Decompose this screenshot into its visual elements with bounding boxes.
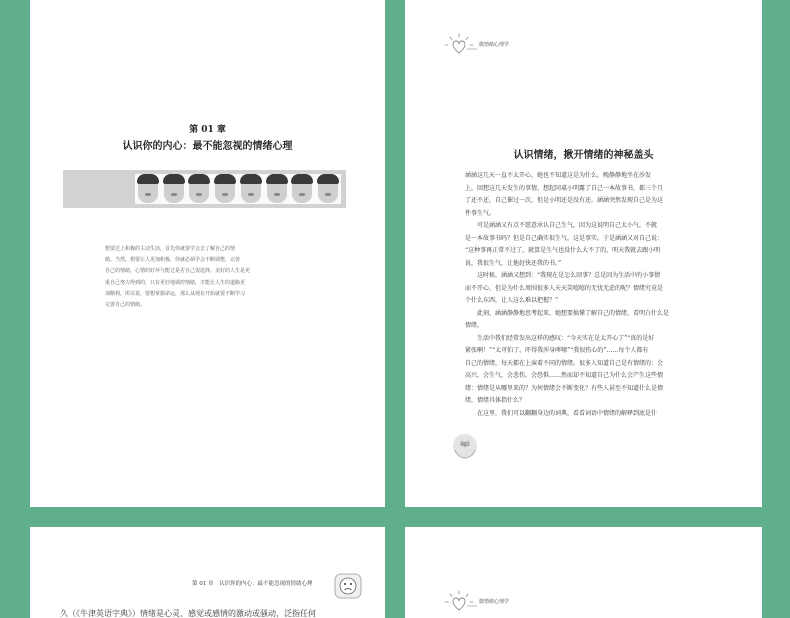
intro-line: 重自己努力得到的，只有更好地调控情绪，才能让人生的道路更 <box>105 279 246 286</box>
faces-photo <box>135 174 341 204</box>
chapter-intro <box>105 244 335 311</box>
body-text-page <box>405 0 762 507</box>
body-line: 绪，情绪具体指什么？ <box>465 397 526 404</box>
face-image <box>318 175 338 203</box>
text-fragment: 久（《牛津英语字典》）情绪是心灵、感觉或感情的激动或骚动，泛指任何 <box>60 609 316 618</box>
running-header <box>439 32 559 60</box>
section-title: 认识情绪，揪开情绪的神秘盖头 <box>513 150 654 161</box>
intro-line: 加顺利。所以说，要想掌握命运，那么从现在开始就要不断学习 <box>105 290 246 297</box>
next-right-page <box>405 527 762 618</box>
body-line: 了还不还，自己催过一次，但是小明还是没有还。涵涵突然发现自己是为这 <box>465 197 664 204</box>
running-header-title: 微情绪心理学 <box>479 42 510 48</box>
sun-heart-icon <box>439 32 479 60</box>
intro-line: 自己的情绪，心情的好坏与能过是否自己很选择。美好的人生是更 <box>105 268 251 275</box>
face-image <box>189 175 209 203</box>
crying-face-icon <box>334 573 362 599</box>
face-image <box>138 175 158 203</box>
body-line: 是一本故事书吗？但是自己确实很生气，这是事实。于是涵涵又对自己说： <box>465 234 664 242</box>
running-header <box>439 589 559 617</box>
body-line: 此刻，涵涵静静地思考起来，她想要搞懂了解自己的情绪，看明白什么是 <box>477 309 670 317</box>
body-line: 说，我很生气，让他赶快还我的书。” <box>465 259 562 267</box>
body-line: 件事生气。 <box>465 209 496 217</box>
sun-heart-icon <box>439 589 479 617</box>
body-line: 上，回想这几天发生的事情，想起同桌小明露了自己一本故事书，都三个月 <box>465 184 664 192</box>
face-image <box>215 175 235 203</box>
body-line: 生活中我们经常发出这样的感叹：“今天实在是太开心了”“真的是好 <box>477 334 655 342</box>
face-image <box>292 175 312 203</box>
body-text <box>465 170 713 420</box>
body-line: “这种事再正常不过了，就算是生气也没什么大不了的，明天我就去跟小明 <box>465 247 661 254</box>
body-line: 高兴，会生气，会悲伤，会恐惧……然而却不知道自己为什么会产生这些情 <box>465 372 664 379</box>
running-header-title: 微情绪心理学 <box>479 599 510 605</box>
page-number-badge <box>451 432 479 460</box>
body-line: 情绪。 <box>465 322 484 329</box>
intro-line: 绪。当然，想要让人更加积极，你就必须学会不断调整，完善 <box>105 257 241 264</box>
body-line: 个什么东西，让人这么难以把握？” <box>465 297 559 304</box>
body-line: 自己的情绪，每天都在上演着不同的情绪。很多人知道自己是有情绪的：会 <box>465 359 664 367</box>
intro-line: 完善自己的情绪。 <box>105 302 146 309</box>
body-line: 这时候，涵涵又想到：“我现在是怎么回事？总是因为生活中的小事情 <box>477 272 661 279</box>
body-line: 可是涵涵又有点不愿意承认自己生气，因为这说明自己太小气，不就 <box>477 222 658 229</box>
intro-line: 想要过上积极的主动生活，首先你就要学会去了解自己的情 <box>105 246 236 252</box>
page-number: 002 <box>460 442 470 448</box>
body-line: 在这里，我们可以翻翻身边的词典，看看词语中情绪的解释到底是什 <box>477 409 658 417</box>
facial-expressions-banner <box>63 170 346 208</box>
face-image <box>164 175 184 203</box>
body-line: 绪：情绪是从哪里来的？为何情绪会不断变化？有些人甚至不知道什么是情 <box>465 384 664 392</box>
body-line: 紧张啊！”“太可怕了，吓得我浑身哆嗦”“我很伤心的”……每个人都有 <box>465 347 649 354</box>
next-left-page <box>30 527 385 618</box>
face-image <box>241 175 261 203</box>
chapter-opening-page <box>30 0 385 507</box>
body-line: 而不开心，但是为什么周围很多人天天笑嘻嘻的无忧无虑的呢？情绪究竟是 <box>465 284 664 292</box>
chapter-number: 第 01 章 <box>189 125 226 135</box>
face-image <box>267 175 287 203</box>
chapter-title: 认识你的内心：最不能忽视的情绪心理 <box>122 141 293 152</box>
running-header-chapter: 第 01 章 认识你的内心：最不能忽视的情绪心理 <box>192 581 313 587</box>
body-line: 涵涵这几天一直不太开心，她也不知道这是为什么。晚静静地坐在沙发 <box>465 172 652 179</box>
